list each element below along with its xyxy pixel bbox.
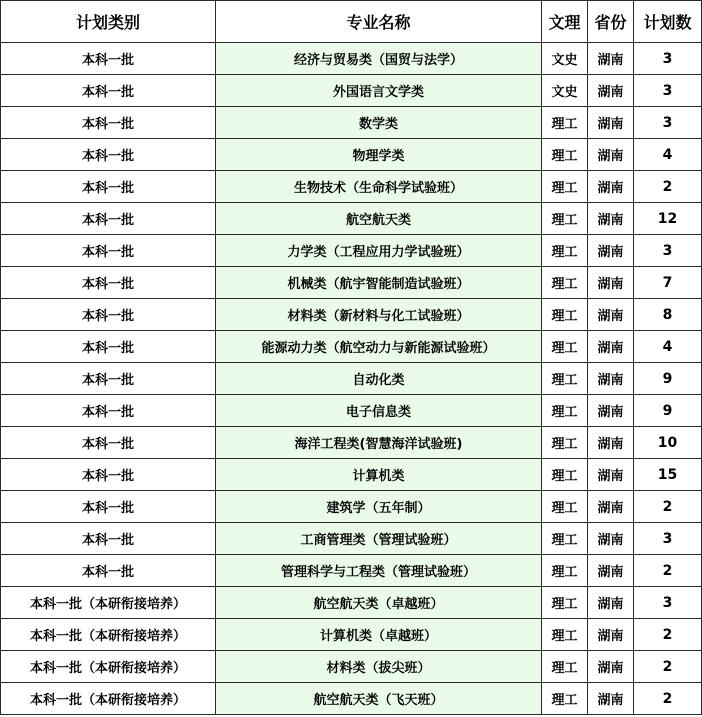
table-row: [1, 523, 702, 555]
cell-track: 理工: [542, 267, 588, 299]
cell-major: 计算机类（卓越班）: [216, 619, 542, 651]
cell-count: 2: [634, 555, 702, 587]
cell-category: 本科一批: [1, 363, 216, 395]
cell-count: 3: [634, 75, 702, 107]
cell-count: 8: [634, 299, 702, 331]
cell-track: 理工: [542, 427, 588, 459]
cell-major: 工商管理类（管理试验班）: [216, 523, 542, 555]
cell-count: 7: [634, 267, 702, 299]
table-row: [1, 267, 702, 299]
cell-track: 理工: [542, 459, 588, 491]
cell-track: 理工: [542, 555, 588, 587]
cell-category: 本科一批: [1, 203, 216, 235]
cell-track: 理工: [542, 523, 588, 555]
header-category: 计划类别: [1, 1, 216, 43]
cell-track: 理工: [542, 587, 588, 619]
cell-province: 湖南: [588, 555, 634, 587]
cell-count: 3: [634, 43, 702, 75]
cell-major: 建筑学（五年制）: [216, 491, 542, 523]
table-row: [1, 491, 702, 523]
cell-province: 湖南: [588, 171, 634, 203]
cell-category: 本科一批: [1, 171, 216, 203]
cell-count: 2: [634, 171, 702, 203]
table-row: [1, 331, 702, 363]
cell-major: 航空航天类: [216, 203, 542, 235]
cell-count: 2: [634, 683, 702, 715]
cell-category: 本科一批: [1, 139, 216, 171]
cell-category: 本科一批（本研衔接培养）: [1, 683, 216, 715]
cell-province: 湖南: [588, 491, 634, 523]
cell-track: 理工: [542, 203, 588, 235]
cell-province: 湖南: [588, 331, 634, 363]
cell-major: 数学类: [216, 107, 542, 139]
header-track: 文理: [542, 1, 588, 43]
cell-province: 湖南: [588, 75, 634, 107]
header-province: 省份: [588, 1, 634, 43]
cell-category: 本科一批: [1, 491, 216, 523]
header-count: 计划数: [634, 1, 702, 43]
cell-province: 湖南: [588, 299, 634, 331]
cell-track: 理工: [542, 299, 588, 331]
table-row: [1, 555, 702, 587]
cell-province: 湖南: [588, 459, 634, 491]
cell-major: 海洋工程类(智慧海洋试验班): [216, 427, 542, 459]
cell-count: 10: [634, 427, 702, 459]
cell-major: 管理科学与工程类（管理试验班）: [216, 555, 542, 587]
header-major: 专业名称: [216, 1, 542, 43]
cell-province: 湖南: [588, 651, 634, 683]
cell-track: 理工: [542, 139, 588, 171]
cell-count: 9: [634, 363, 702, 395]
cell-count: 3: [634, 587, 702, 619]
table-row: [1, 299, 702, 331]
cell-track: 理工: [542, 619, 588, 651]
cell-count: 4: [634, 331, 702, 363]
cell-category: 本科一批: [1, 331, 216, 363]
cell-province: 湖南: [588, 235, 634, 267]
table-row: [1, 107, 702, 139]
table-row: [1, 683, 702, 715]
cell-category: 本科一批: [1, 459, 216, 491]
cell-major: 力学类（工程应用力学试验班）: [216, 235, 542, 267]
cell-track: 文史: [542, 75, 588, 107]
cell-track: 理工: [542, 651, 588, 683]
cell-province: 湖南: [588, 587, 634, 619]
cell-province: 湖南: [588, 363, 634, 395]
table-row: [1, 651, 702, 683]
cell-category: 本科一批（本研衔接培养）: [1, 619, 216, 651]
cell-category: 本科一批: [1, 427, 216, 459]
cell-category: 本科一批: [1, 43, 216, 75]
cell-major: 外国语言文学类: [216, 75, 542, 107]
cell-track: 理工: [542, 363, 588, 395]
cell-province: 湖南: [588, 203, 634, 235]
cell-category: 本科一批: [1, 523, 216, 555]
cell-province: 湖南: [588, 43, 634, 75]
cell-major: 航空航天类（卓越班）: [216, 587, 542, 619]
cell-major: 航空航天类（飞天班）: [216, 683, 542, 715]
cell-province: 湖南: [588, 267, 634, 299]
table-row: [1, 395, 702, 427]
cell-count: 2: [634, 651, 702, 683]
cell-category: 本科一批: [1, 555, 216, 587]
cell-major: 计算机类: [216, 459, 542, 491]
cell-count: 9: [634, 395, 702, 427]
cell-track: 理工: [542, 331, 588, 363]
table-row: [1, 459, 702, 491]
cell-province: 湖南: [588, 107, 634, 139]
table-row: [1, 235, 702, 267]
cell-track: 理工: [542, 395, 588, 427]
cell-track: 理工: [542, 107, 588, 139]
table-row: [1, 619, 702, 651]
cell-major: 能源动力类（航空动力与新能源试验班）: [216, 331, 542, 363]
cell-count: 3: [634, 235, 702, 267]
cell-category: 本科一批（本研衔接培养）: [1, 587, 216, 619]
cell-category: 本科一批（本研衔接培养）: [1, 651, 216, 683]
table-row: [1, 587, 702, 619]
cell-count: 4: [634, 139, 702, 171]
table-row: [1, 75, 702, 107]
cell-count: 2: [634, 491, 702, 523]
cell-category: 本科一批: [1, 395, 216, 427]
table-body: [1, 43, 702, 715]
cell-track: 理工: [542, 491, 588, 523]
cell-track: 文史: [542, 43, 588, 75]
cell-track: 理工: [542, 683, 588, 715]
cell-category: 本科一批: [1, 267, 216, 299]
cell-major: 机械类（航宇智能制造试验班）: [216, 267, 542, 299]
cell-count: 15: [634, 459, 702, 491]
cell-province: 湖南: [588, 619, 634, 651]
cell-track: 理工: [542, 235, 588, 267]
table-row: [1, 43, 702, 75]
cell-category: 本科一批: [1, 75, 216, 107]
cell-category: 本科一批: [1, 107, 216, 139]
cell-major: 自动化类: [216, 363, 542, 395]
cell-count: 12: [634, 203, 702, 235]
table-row: [1, 139, 702, 171]
table-row: [1, 363, 702, 395]
cell-count: 3: [634, 523, 702, 555]
cell-major: 材料类（拔尖班）: [216, 651, 542, 683]
table-header: [1, 1, 702, 43]
cell-major: 材料类（新材料与化工试验班）: [216, 299, 542, 331]
cell-count: 2: [634, 619, 702, 651]
cell-major: 经济与贸易类（国贸与法学）: [216, 43, 542, 75]
cell-count: 3: [634, 107, 702, 139]
cell-category: 本科一批: [1, 299, 216, 331]
cell-track: 理工: [542, 171, 588, 203]
table-row: [1, 427, 702, 459]
cell-province: 湖南: [588, 523, 634, 555]
header-row: [1, 1, 702, 43]
cell-major: 物理学类: [216, 139, 542, 171]
cell-province: 湖南: [588, 683, 634, 715]
cell-province: 湖南: [588, 427, 634, 459]
cell-major: 生物技术（生命科学试验班）: [216, 171, 542, 203]
cell-category: 本科一批: [1, 235, 216, 267]
table-row: [1, 171, 702, 203]
cell-province: 湖南: [588, 395, 634, 427]
table-row: [1, 203, 702, 235]
cell-major: 电子信息类: [216, 395, 542, 427]
cell-province: 湖南: [588, 139, 634, 171]
